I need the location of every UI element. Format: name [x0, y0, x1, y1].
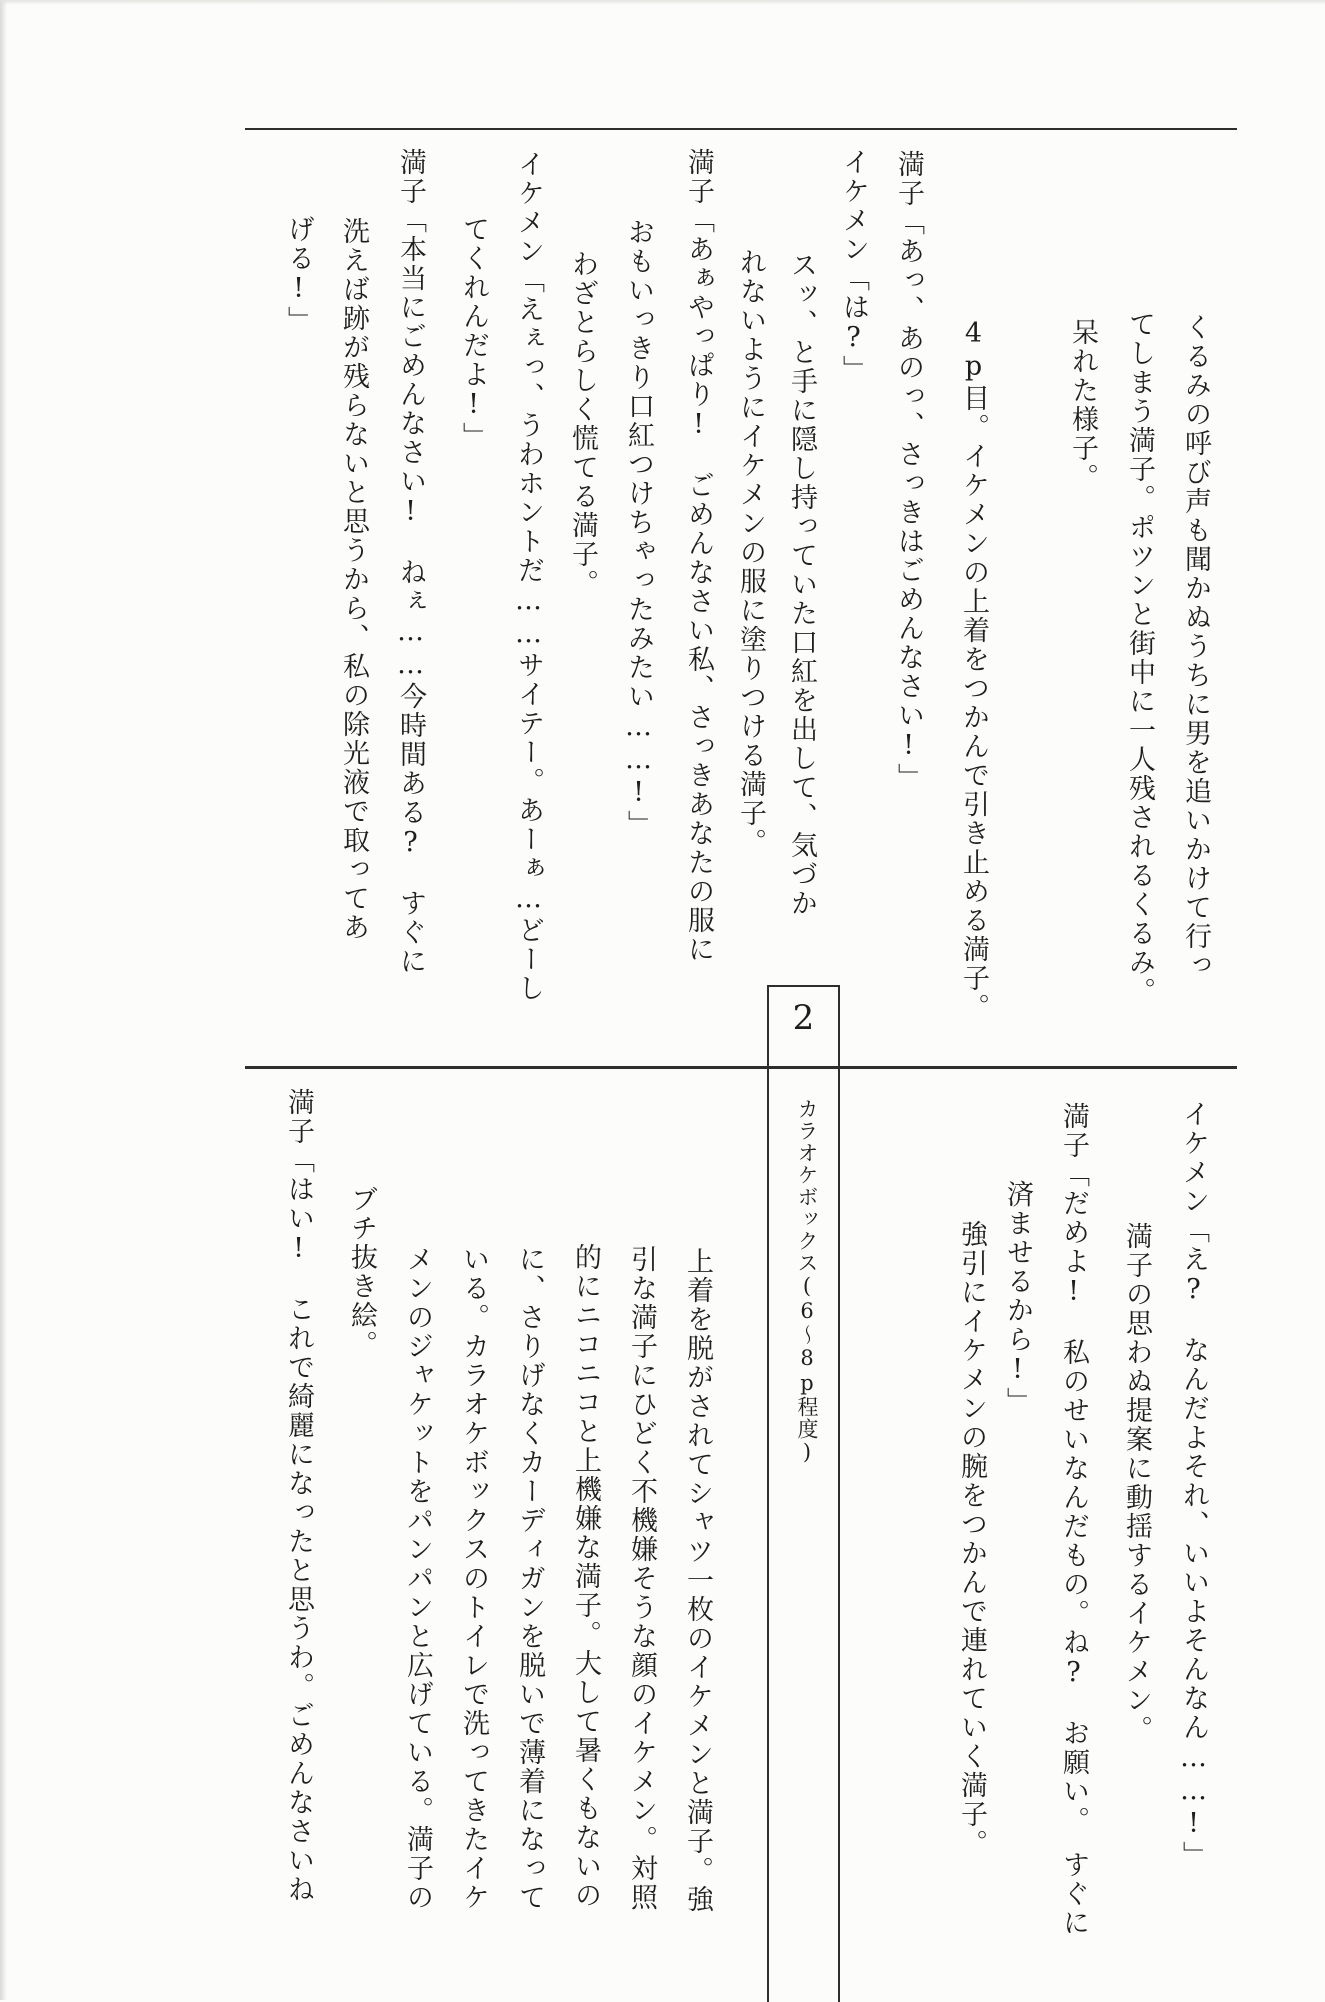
page-number: 2	[792, 998, 815, 1038]
script-line-dialogue-continuation: 洗えば跡が残らないと思うから、私の除光液で取ってあ	[338, 217, 369, 942]
script-line-dialogue-ikemen: イケメン「え? なんだよそれ、いいよそんなん……!」	[1178, 1100, 1209, 1870]
section-divider-rule	[245, 1066, 1237, 1069]
scan-edge-shadow-top	[0, 0, 1325, 5]
script-line-action: メンのジャケットをパンパンと広げている。満子の	[402, 1245, 433, 1912]
script-line-dialogue-continuation: おもいっきり口紅つけちゃったみたい……!」	[623, 218, 654, 839]
script-line-action: くるみの呼び声も聞かぬうちに男を追いかけて行っ	[1180, 313, 1211, 980]
script-line-action: 的にニコニコと上機嫌な満子。大して暑くもないの	[570, 1243, 601, 1910]
script-line-action: いる。カラオケボックスのトイレで洗ってきたイケ	[458, 1245, 489, 1912]
script-line-action: スッ、と手に隠し持っていた口紅を出して、気づか	[786, 251, 817, 918]
script-line-dialogue-mitsuko: 満子「本当にごめんなさい! ねぇ……今時間ある? すぐに	[395, 148, 426, 976]
script-line-dialogue-ikemen: イケメン「は?」	[838, 148, 869, 384]
script-line-action: 呆れた様子。	[1067, 318, 1098, 492]
script-line-action: 4p目。イケメンの上着をつかんで引き止める満子。	[958, 318, 989, 1022]
script-line-action: わざとらしく慌てる満子。	[567, 250, 598, 598]
scene-heading: カラオケボックス(6〜8p程度)	[795, 1098, 819, 1465]
script-line-dialogue-continuation: げる!」	[283, 215, 314, 335]
script-line-action: 満子の思わぬ提案に動揺するイケメン。	[1121, 1222, 1152, 1744]
script-line-action: に、さりげなくカーディガンを脱いで薄着になって	[514, 1245, 545, 1912]
script-line-action: てしまう満子。ポツンと街中に一人残されるくるみ。	[1124, 310, 1155, 1006]
script-line-action: 引な満子にひどく不機嫌そうな顔のイケメン。対照	[626, 1245, 657, 1912]
script-line-dialogue-mitsuko: 満子「あぁやっぱり! ごめんなさい私、さっきあなたの服に	[683, 148, 714, 964]
script-line-dialogue-mitsuko: 満子「はい! これで綺麗になったと思うわ。ごめんなさいね	[283, 1088, 314, 1904]
script-line-action: ブチ抜き絵。	[346, 1185, 377, 1359]
script-line-dialogue-continuation: てくれんだよ!」	[458, 215, 489, 451]
script-line-dialogue-ikemen: イケメン「えぇっ、うわホントだ……サイテー。あーぁ…どーし	[513, 150, 544, 1003]
script-line-action: 上着を脱がされてシャツ一枚のイケメンと満子。強	[682, 1247, 713, 1914]
script-line-action: れないようにイケメンの服に塗りつける満子。	[735, 248, 766, 857]
script-line-action: 強引にイケメンの腕をつかんで連れていく満子。	[956, 1220, 987, 1858]
script-line-dialogue-continuation: 済ませるから!」	[1002, 1180, 1033, 1416]
script-line-dialogue-mitsuko: 満子「だめよ! 私のせいなんだもの。ね? お願い。 すぐに	[1058, 1102, 1089, 1938]
script-line-dialogue-mitsuko: 満子「あっ、あのっ、さっきはごめんなさい!」	[893, 150, 924, 792]
top-section-rule	[245, 128, 1237, 130]
scan-edge-shadow-left	[0, 0, 7, 2000]
